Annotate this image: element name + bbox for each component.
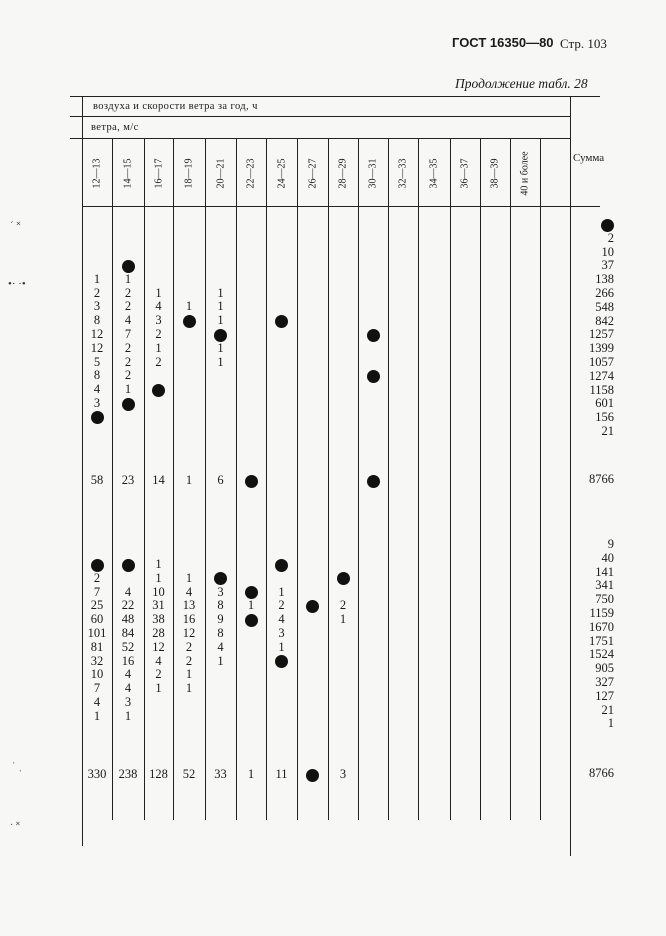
table-cell: 8 (93, 313, 101, 328)
table-cell: 12 (152, 639, 165, 654)
table-cell: 4 (93, 382, 101, 397)
column-total: 1 (185, 473, 193, 487)
column-header (116, 140, 140, 206)
table-cell: 4 (155, 653, 162, 668)
table-cell: 1 (185, 299, 193, 314)
column-header (422, 140, 446, 206)
margin-mark: •· ·• (8, 278, 26, 290)
table-cell: 12 (90, 327, 104, 341)
column-rule (418, 138, 419, 820)
dot-mark (306, 600, 319, 613)
table-cell: 2 (124, 299, 132, 314)
column-rule (450, 138, 451, 820)
column-header (177, 140, 201, 206)
dot-mark (122, 260, 135, 273)
sum-cell: 127 (595, 688, 614, 703)
column-header-label: 38—39 (489, 158, 501, 188)
table-cell: 1 (124, 382, 132, 397)
table-cell: 2 (185, 639, 193, 654)
table-cell (82, 411, 112, 425)
dot-mark (306, 769, 319, 782)
sum-cell: 40 (601, 550, 614, 565)
table-cell: 2 (339, 598, 347, 613)
table-cell: 8 (217, 598, 224, 613)
column-header (239, 140, 263, 206)
dot-mark (367, 370, 380, 383)
table-cell: 48 (121, 612, 135, 627)
column-total: 1 (247, 767, 255, 781)
column-total: 3 (339, 767, 347, 781)
table-cell: 4 (278, 612, 285, 627)
sum-cell: 266 (595, 286, 614, 300)
column-header-label: 24—25 (276, 158, 287, 188)
sum-cell: 1257 (589, 327, 614, 342)
table-cell: 1 (155, 557, 162, 571)
table-cell: 84 (121, 626, 135, 640)
table-cell: 2 (93, 570, 101, 585)
column-total (236, 473, 266, 488)
table-cell: 3 (93, 299, 101, 314)
column-rule (480, 138, 481, 820)
table-cell: 2 (124, 354, 132, 369)
dot-mark (367, 329, 380, 342)
table-cell (113, 259, 143, 273)
table-cell: 1 (155, 285, 162, 300)
table-cell: 38 (152, 612, 165, 627)
column-rule (510, 138, 511, 820)
dot-mark (367, 475, 380, 488)
sum-cell: 141 (595, 564, 614, 579)
table-sub-caption: ветра, м/с (91, 122, 139, 133)
table-cell: 3 (155, 313, 162, 328)
column-header-label: 22—23 (245, 158, 257, 188)
table-cell: 4 (124, 667, 132, 682)
column-header-label: 12—13 (91, 158, 103, 188)
table-cell: 12 (182, 626, 196, 640)
table-cell: 1 (217, 354, 224, 369)
page-number: Стр. 103 (560, 36, 607, 51)
sum-cell: 1057 (589, 355, 614, 369)
sum-cell: 601 (595, 396, 614, 411)
column-header-label: 40 и более (519, 150, 531, 196)
sum-cell: 548 (595, 299, 614, 314)
table-cell (236, 613, 266, 627)
table-cell: 3 (124, 695, 132, 709)
sum-cell: 1399 (589, 341, 614, 356)
table-cell: 1 (217, 653, 224, 668)
table-cell: 1 (247, 598, 255, 613)
table-cell: 4 (217, 639, 224, 654)
sum-cell: 341 (595, 578, 614, 593)
table-cell: 7 (93, 681, 101, 696)
sum-cell: 21 (601, 424, 614, 438)
column-total (358, 473, 388, 488)
table-cell: 8 (93, 368, 101, 383)
sub-caption-rule (70, 138, 570, 139)
column-header-label: 26—27 (307, 158, 318, 188)
table-cell: 4 (185, 584, 193, 599)
table-cell: 13 (182, 598, 196, 613)
column-header (301, 140, 325, 206)
table-cell: 1 (278, 584, 285, 599)
table-cell: 12 (90, 340, 104, 355)
table-cell: 2 (278, 598, 285, 613)
dot-mark (245, 586, 258, 599)
table-cell: 4 (124, 313, 132, 328)
total-sum: 8766 (589, 472, 614, 486)
dot-mark (245, 614, 258, 627)
table-cell (267, 558, 297, 572)
table-cell: 2 (124, 368, 132, 383)
table-continuation: Продолжение табл. 28 (455, 76, 588, 91)
sum-cell: 1159 (589, 606, 614, 620)
table-cell (113, 558, 143, 572)
table-cell: 9 (217, 612, 224, 627)
table-cell: 1 (217, 285, 224, 300)
table-cell: 22 (121, 598, 135, 613)
table-cell: 1 (155, 570, 162, 585)
column-rule (570, 96, 571, 856)
document-title: ГОСТ 16350—80 (452, 35, 554, 50)
table-cell (267, 655, 297, 669)
column-header (331, 140, 355, 206)
margin-mark: ˈ ˌ (12, 760, 23, 772)
column-header (453, 140, 477, 206)
table-cell: 1 (217, 299, 224, 314)
table-cell: 1 (185, 681, 193, 696)
table-cell: 2 (155, 354, 162, 369)
dot-mark (122, 559, 135, 572)
table-cell: 81 (90, 639, 104, 654)
table-cell: 1 (339, 612, 347, 627)
caption-rule (70, 116, 570, 117)
sum-cell: 1524 (589, 647, 614, 662)
column-total: 58 (90, 473, 104, 487)
column-total (298, 767, 328, 782)
table-cell: 3 (93, 396, 101, 410)
column-header (513, 140, 537, 206)
table-cell: 1 (185, 667, 193, 682)
table-cell: 60 (90, 612, 104, 627)
margin-mark: ˑ ˟ (10, 820, 21, 832)
table-cell: 7 (124, 327, 132, 341)
column-total: 330 (87, 767, 107, 781)
table-cell: 32 (90, 653, 104, 668)
table-cell: 3 (217, 584, 224, 599)
table-cell: 1 (278, 639, 285, 654)
total-sum: 8766 (589, 766, 614, 780)
column-header (391, 140, 415, 206)
sum-cell (601, 218, 614, 232)
table-cell: 1 (93, 271, 101, 286)
column-header-label: 30—31 (367, 158, 379, 188)
column-header-label: 36—37 (459, 158, 471, 188)
sum-cell: 1 (607, 716, 614, 731)
column-total: 52 (182, 767, 196, 781)
table-cell: 31 (152, 598, 165, 613)
column-header (209, 140, 233, 206)
header-bottom-rule (82, 206, 600, 207)
sum-cell: 842 (595, 313, 614, 328)
table-cell (298, 599, 328, 613)
table-cell: 1 (217, 313, 224, 328)
table-cell: 2 (93, 285, 101, 300)
table-cell (358, 328, 388, 342)
sum-cell: 21 (601, 702, 614, 717)
sum-cell: 2 (607, 230, 614, 245)
column-total: 128 (149, 767, 168, 781)
sum-cell: 327 (595, 675, 614, 689)
table-cell: 2 (185, 653, 193, 668)
column-header-label: 28—29 (337, 158, 349, 188)
table-cell: 1 (155, 681, 162, 696)
column-rule (297, 138, 298, 820)
table-cell (113, 397, 143, 411)
sum-cell: 750 (595, 592, 614, 607)
sum-cell: 37 (601, 258, 614, 273)
column-total: 238 (118, 767, 138, 781)
column-rule (388, 138, 389, 820)
dot-mark (122, 398, 135, 411)
sum-cell: 1751 (589, 633, 614, 648)
dot-mark (275, 655, 288, 668)
column-header-label: 20—21 (215, 158, 226, 188)
table-cell: 2 (124, 285, 132, 300)
sum-column-label: Сумма (573, 152, 605, 164)
dot-mark (275, 315, 288, 328)
column-total: 6 (217, 473, 224, 487)
table-cell: 5 (93, 354, 101, 369)
table-cell: 1 (124, 271, 132, 286)
column-total: 23 (121, 473, 135, 487)
column-rule (540, 138, 541, 820)
table-cell: 28 (152, 626, 165, 640)
column-header-label: 14—15 (122, 158, 134, 188)
sum-cell: 10 (601, 244, 614, 259)
table-top-rule (70, 96, 600, 97)
column-total: 14 (152, 473, 165, 487)
sum-cell: 905 (595, 661, 614, 676)
table-cell: 2 (124, 340, 132, 355)
sum-cell: 9 (607, 537, 614, 551)
table-cell: 101 (87, 626, 107, 640)
dot-mark (152, 384, 165, 397)
table-cell: 4 (93, 695, 101, 709)
column-header (361, 140, 385, 206)
table-cell (358, 369, 388, 383)
table-cell: 8 (217, 626, 224, 640)
column-total: 33 (214, 767, 227, 781)
sum-cell: 138 (595, 272, 614, 287)
table-cell: 4 (155, 299, 162, 314)
column-header-label: 16—17 (153, 158, 164, 188)
dot-mark (245, 475, 258, 488)
column-rule (328, 138, 329, 820)
sum-cell: 1274 (589, 368, 614, 383)
table-cell: 2 (155, 667, 162, 682)
table-cell (267, 314, 297, 328)
table-cell: 1 (124, 708, 132, 723)
table-cell (206, 328, 236, 342)
table-cell: 1 (93, 708, 101, 723)
table-cell: 4 (124, 584, 132, 599)
table-cell: 10 (90, 667, 104, 682)
table-cell: 1 (155, 340, 162, 355)
sum-cell: 1158 (589, 382, 614, 397)
table-cell: 7 (93, 584, 101, 599)
sum-cell: 156 (595, 410, 614, 425)
table-cell: 1 (217, 340, 224, 355)
table-cell: 3 (278, 626, 285, 640)
table-cell: 4 (124, 681, 132, 696)
table-cell: 52 (121, 639, 135, 654)
dot-mark (214, 572, 227, 585)
dot-mark (275, 559, 288, 572)
dot-mark (91, 411, 104, 424)
table-cell: 1 (185, 570, 193, 585)
table-cell: 16 (121, 653, 135, 668)
column-total: 11 (275, 767, 288, 781)
dot-mark (91, 559, 104, 572)
column-header-label: 34—35 (428, 158, 440, 188)
sum-cell: 1670 (589, 619, 614, 634)
table-cell (206, 572, 236, 586)
column-rule (82, 96, 83, 846)
table-cell (174, 314, 204, 328)
table-cell: 16 (182, 612, 196, 627)
table-cell: 10 (152, 584, 165, 599)
dot-mark (337, 572, 350, 585)
dot-mark (183, 315, 196, 328)
column-header-label: 18—19 (183, 158, 195, 188)
dot-mark (214, 329, 227, 342)
margin-mark: ˊ ˟ (10, 220, 21, 232)
table-cell (82, 558, 112, 572)
table-cell: 25 (90, 598, 104, 613)
column-header (85, 140, 109, 206)
table-cell (236, 586, 266, 600)
column-header (483, 140, 507, 206)
column-rule (266, 138, 267, 820)
column-header-label: 32—33 (397, 158, 409, 188)
column-header (147, 140, 171, 206)
dot-mark (601, 219, 614, 232)
column-header (270, 140, 294, 206)
table-cell (144, 383, 174, 397)
table-cell: 2 (155, 327, 162, 341)
table-cell (328, 572, 358, 586)
table-top-caption: воздуха и скорости ветра за год, ч (93, 101, 258, 112)
